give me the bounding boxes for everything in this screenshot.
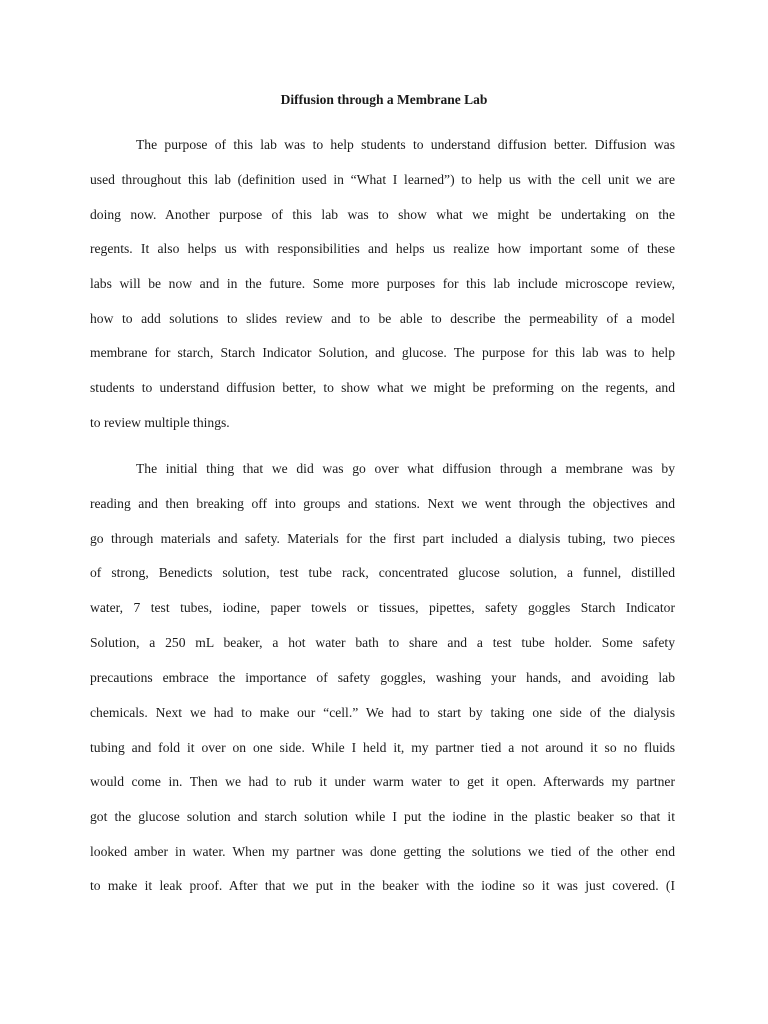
paragraph-1-line: used throughout this lab (definition used in “What I learned”) to help us with the cell unit we are xyxy=(90,172,675,187)
paragraph-2-line: got the glucose solution and starch solution while I put the iodine in the plastic beaker so that it xyxy=(90,809,675,824)
paragraph-2-line: Solution, a 250 mL beaker, a hot water bath to share and a test tube holder. Some safety xyxy=(90,635,675,650)
page-title: Diffusion through a Membrane Lab xyxy=(280,92,488,107)
paragraph-1-line: doing now. Another purpose of this lab was to show what we might be undertaking on the xyxy=(90,207,675,222)
paragraph-2-line: tubing and fold it over on one side. While I held it, my partner tied a not around it so no fluids xyxy=(90,740,675,755)
paragraph-2-line: looked amber in water. When my partner was done getting the solutions we tied of the other end xyxy=(90,844,675,859)
paragraph-1-line: labs will be now and in the future. Some more purposes for this lab include microscope review, xyxy=(90,276,675,291)
paragraph-2-line: precautions embrace the importance of safety goggles, washing your hands, and avoiding lab xyxy=(90,670,675,685)
paragraph-1-line: regents. It also helps us with responsibilities and helps us realize how important some of these xyxy=(90,241,675,256)
paragraph-1-line: students to understand diffusion better, to show what we might be preforming on the regents, and xyxy=(90,380,675,395)
paragraph-1-line: how to add solutions to slides review and to be able to describe the permeability of a model xyxy=(90,311,675,326)
paragraph-2-line: reading and then breaking off into groups and stations. Next we went through the objectives and xyxy=(90,496,675,511)
paragraph-2-line: water, 7 test tubes, iodine, paper towels or tissues, pipettes, safety goggles Starch Indicator xyxy=(90,600,675,615)
paragraph-2-line: to make it leak proof. After that we put in the beaker with the iodine so it was just covered. (I xyxy=(90,878,675,893)
paragraph-1-line: to review multiple things. xyxy=(90,415,230,430)
paragraph-2-line: go through materials and safety. Materials for the first part included a dialysis tubing, two pieces xyxy=(90,531,675,546)
paragraph-1-line: The purpose of this lab was to help students to understand diffusion better. Diffusion was xyxy=(136,137,675,152)
paragraph-2-line: chemicals. Next we had to make our “cell.” We had to start by taking one side of the dialysis xyxy=(90,705,675,720)
paragraph-2-line: The initial thing that we did was go over what diffusion through a membrane was by xyxy=(136,461,675,476)
paragraph-2-line: would come in. Then we had to rub it under warm water to get it open. Afterwards my partner xyxy=(90,774,675,789)
paragraph-1-line: membrane for starch, Starch Indicator Solution, and glucose. The purpose for this lab was to help xyxy=(90,345,675,360)
paragraph-2-line: of strong, Benedicts solution, test tube rack, concentrated glucose solution, a funnel, distilled xyxy=(90,565,675,580)
